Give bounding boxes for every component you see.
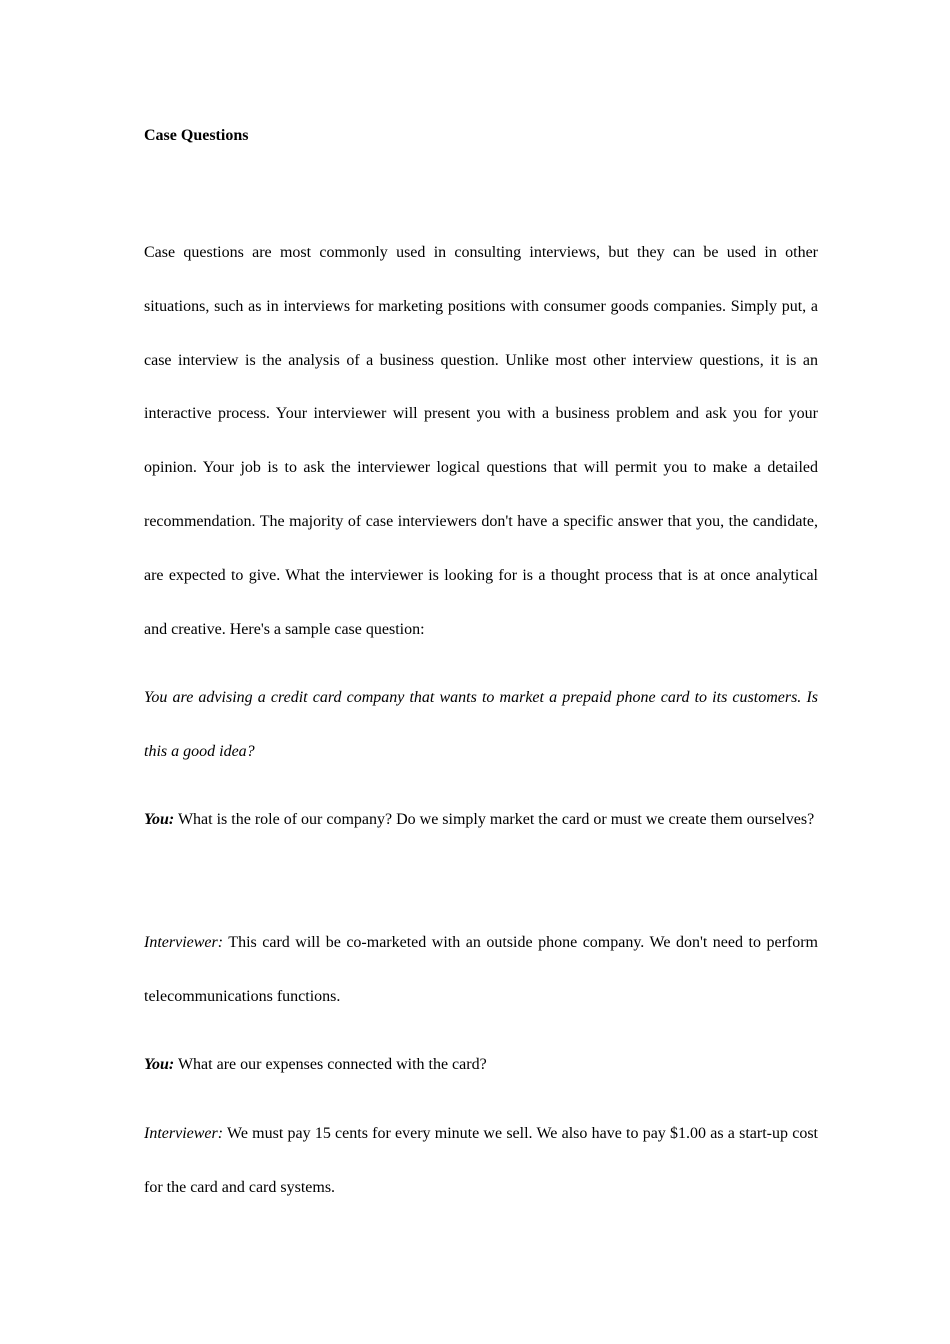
dialogue-line-3	[144, 1038, 818, 1092]
dialogue-text: What is the role of our company? Do we simply market the card or must we create them ourselves?	[174, 811, 815, 828]
speaker-label: You:	[144, 811, 175, 828]
speaker-label: You:	[144, 1056, 175, 1073]
dialogue-text: We must pay 15 cents for every minute we sell. We also have to pay $1.00 as a start-up cost for the card and card systems.	[144, 1125, 818, 1196]
dialogue-line-2	[144, 916, 818, 1024]
dialogue-line-4	[144, 1107, 818, 1215]
document-title: Case Questions	[144, 127, 249, 144]
dialogue-line-1	[144, 793, 818, 847]
intro-paragraph: Case questions are most commonly used in consulting interviews, but they can be used in other situations, such as in interviews for marketing positions with consumer goods companies. Simply put, a case interview is the analysis of a business question. Unlike most other interview questions, it is an interactive process. Your interviewer will present you with a business problem and ask you for your opinion. Your job is to ask the interviewer logical questions that will permit you to make a detailed recommendation. The majority of case interviewers don't have a specific answer that you, the candidate, are expected to give. What the interviewer is looking for is a thought process that is at once analytical and creative. Here's a sample case question:	[144, 244, 818, 638]
speaker-label: Interviewer:	[144, 934, 224, 951]
sample-question: You are advising a credit card company that wants to market a prepaid phone card to its customers. Is this a good idea?	[144, 689, 818, 760]
speaker-label: Interviewer:	[144, 1125, 224, 1142]
dialogue-text: What are our expenses connected with the card?	[174, 1056, 487, 1073]
dialogue-text: This card will be co-marketed with an outside phone company. We don't need to perform telecommunications functions.	[144, 934, 818, 1005]
